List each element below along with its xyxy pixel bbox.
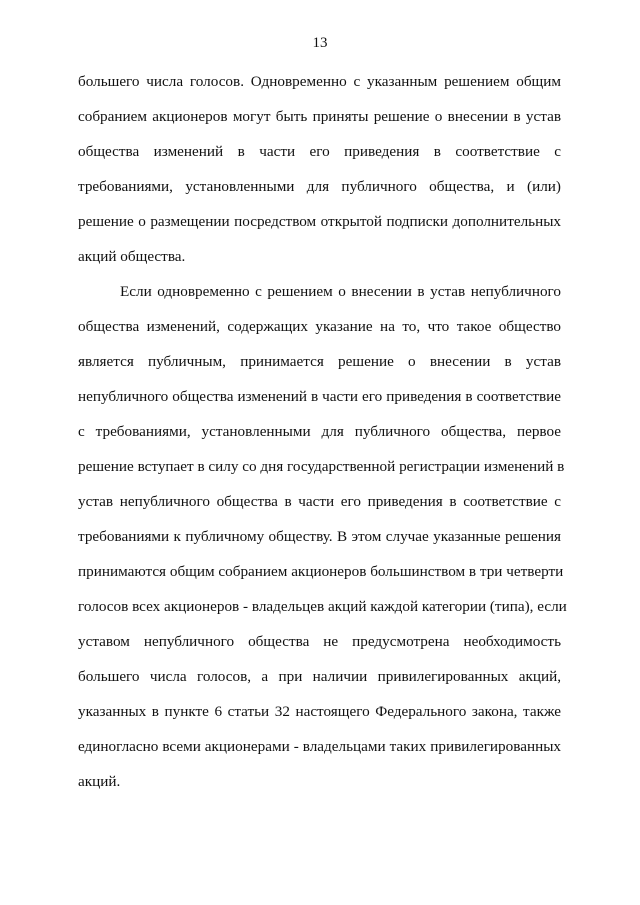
paragraph-2-line-7: устав непубличного общества в части его приведения в соответствие с <box>78 493 561 510</box>
paragraph-2-line-12: большего числа голосов, а при наличии привилегированных акций, <box>78 668 561 685</box>
paragraph-2-line-1: Если одновременно с решением о внесении в устав непубличного <box>120 283 561 300</box>
paragraph-1-line-4: требованиями, установленными для публичного общества, и (или) <box>78 178 561 195</box>
paragraph-2-line-2: общества изменений, содержащих указание на то, что такое общество <box>78 318 561 335</box>
paragraph-2-line-14: единогласно всеми акционерами - владельцами таких привилегированных <box>78 738 561 755</box>
paragraph-1-line-5: решение о размещении посредством открытой подписки дополнительных <box>78 213 561 230</box>
paragraph-2-line-4: непубличного общества изменений в части его приведения в соответствие <box>78 388 561 405</box>
paragraph-1-line-1: большего числа голосов. Одновременно с указанным решением общим <box>78 73 561 90</box>
paragraph-2-line-10: голосов всех акционеров - владельцев акций каждой категории (типа), если <box>78 598 567 615</box>
paragraph-1-line-6: акций общества. <box>78 248 186 265</box>
paragraph-1-line-2: собранием акционеров могут быть приняты решение о внесении в устав <box>78 108 561 125</box>
paragraph-1-line-3: общества изменений в части его приведения в соответствие с <box>78 143 561 160</box>
paragraph-2-line-6: решение вступает в силу со дня государственной регистрации изменений в <box>78 458 565 475</box>
paragraph-2-line-13: указанных в пункте 6 статьи 32 настоящего Федерального закона, также <box>78 703 561 720</box>
paragraph-2-line-15: акций. <box>78 773 121 790</box>
paragraph-2-line-8: требованиями к публичному обществу. В этом случае указанные решения <box>78 528 561 545</box>
paragraph-2-line-5: с требованиями, установленными для публичного общества, первое <box>78 423 561 440</box>
page-number: 13 <box>312 35 328 51</box>
paragraph-2-line-11: уставом непубличного общества не предусмотрена необходимость <box>78 633 561 650</box>
paragraph-2-line-3: является публичным, принимается решение о внесении в устав <box>78 353 561 370</box>
paragraph-2-line-9: принимаются общим собранием акционеров большинством в три четверти <box>78 563 564 580</box>
